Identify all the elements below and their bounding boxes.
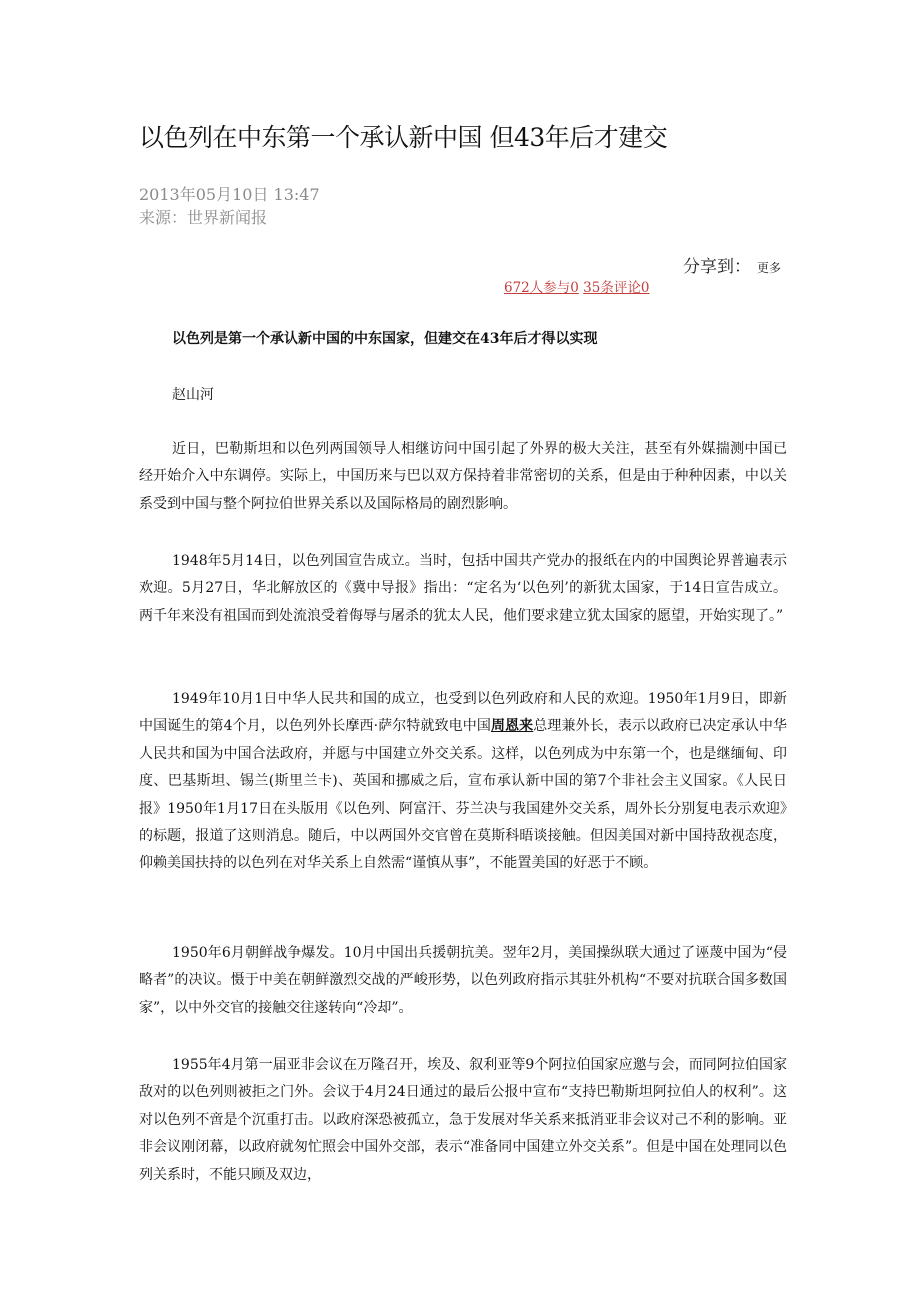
zhou-enlai-link[interactable]: 周恩来 <box>490 718 534 735</box>
paragraph-5: 1955年4月第一届亚非会议在万隆召开，埃及、叙利亚等9个阿拉伯国家应邀与会，而同阿拉伯国家敌对的以色列则被拒之门外。会议于4月24日通过的最后公报中宣布“支持巴勒斯坦阿拉伯人的权利”。这对以色列不啻是个沉重打击。以政府深恐被孤立，急于发展对华关系来抵消亚非会议对己不利的影响。亚非会议刚闭幕，以政府就匆忙照会中国外交部，表示“准备同中国建立外交关系”。但是中国在处理同以色列关系时，不能只顾及双边， <box>139 1057 787 1183</box>
share-more-link[interactable]: 更多 <box>756 261 781 275</box>
article-meta <box>139 183 320 229</box>
share-bar <box>683 252 781 277</box>
share-label: 分享到： <box>682 257 751 277</box>
paragraph-3 <box>139 686 787 878</box>
article-subtitle: 以色列是第一个承认新中国的中东国家，但建交在43年后才得以实现 <box>172 331 598 347</box>
comments-link[interactable]: 35条评论0 <box>583 280 650 296</box>
article-source: 来源：世界新闻报 <box>139 208 268 227</box>
paragraph-3-part-2: 总理兼外长，表示以政府已决定承认中华人民共和国为中国合法政府，并愿与中国建立外交关系。这样，以色列成为中东第一个，也是继缅甸、印度、巴基斯坦、锡兰(斯里兰卡)、英国和挪威之后，宣布承认新中国的第7个非社会主义国家。《人民日报》1950年1月17日在头版用《以色列、阿富汗、芬兰决与我国建外交关系，周外长分别复电表示欢迎》的标题，报道了这则消息。随后，中以两国外交官曾在莫斯科晤谈接触。但因美国对新中国持敌视态度，仰赖美国扶持的以色列在对华关系上自然需“谨慎从事”，不能置美国的好恶于不顾。 <box>139 718 788 872</box>
paragraph-2: 1948年5月14日，以色列国宣告成立。当时，包括中国共产党办的报纸在内的中国舆论界普遍表示欢迎。5月27日，华北解放区的《冀中导报》指出：“定名为‘以色列’的新犹太国家，于14日宣告成立。两千年来没有祖国而到处流浪受着侮辱与屠杀的犹太人民，他们要求建立犹太国家的愿望，开始实现了。” <box>139 553 787 624</box>
participants-link[interactable]: 672人参与0 <box>504 280 579 296</box>
paragraph-1: 近日，巴勒斯坦和以色列两国领导人相继访问中国引起了外界的极大关注，甚至有外媒揣测中国已经开始介入中东调停。实际上，中国历来与巴以双方保持着非常密切的关系，但是由于种种因素，中以关系受到中国与整个阿拉伯世界关系以及国际格局的剧烈影响。 <box>139 441 787 512</box>
article-title: 以色列在中东第一个承认新中国 但43年后才建交 <box>139 123 668 152</box>
paragraph-3-part-1: 1949年10月1日中华人民共和国的成立，也受到以色列政府和人民的欢迎。1950年1月9日，即新中国诞生的第4个月，以色列外长摩西·萨尔特就致电中国 <box>139 691 787 735</box>
paragraph-4: 1950年6月朝鲜战争爆发。10月中国出兵援朝抗美。翌年2月，美国操纵联大通过了诬蔑中国为“侵略者”的决议。慑于中美在朝鲜激烈交战的严峻形势，以色列政府指示其驻外机构“不要对抗联合国多数国家”，以中外交官的接触交往遂转向“冷却”。 <box>139 945 787 1016</box>
engagement-stats <box>504 276 649 296</box>
article-author: 赵山河 <box>172 387 214 403</box>
publish-date: 2013年05月10日 13:47 <box>139 185 320 204</box>
